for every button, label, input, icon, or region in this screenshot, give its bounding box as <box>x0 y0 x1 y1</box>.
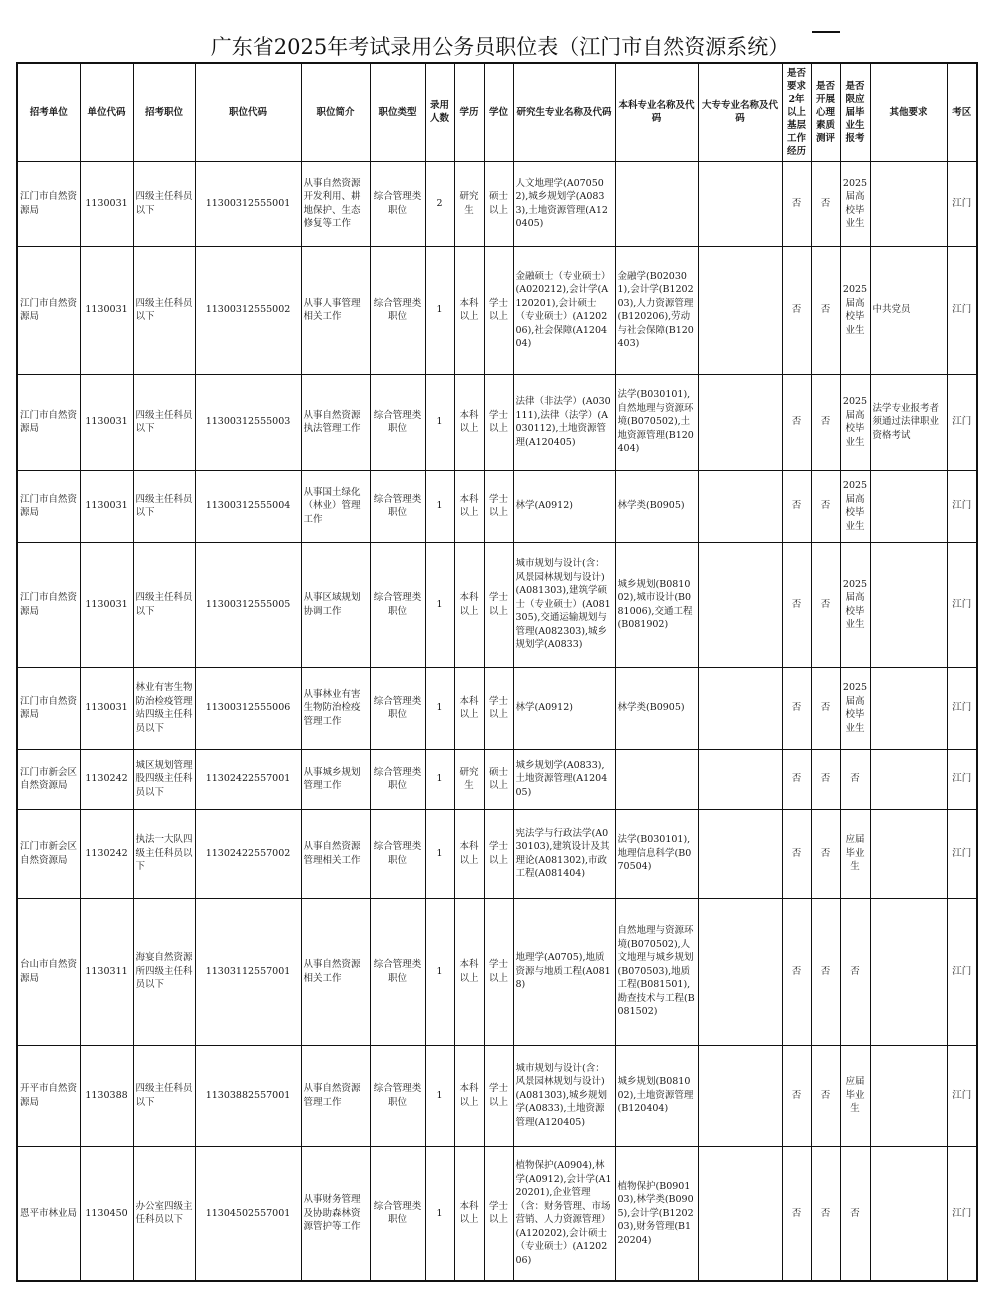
table-row <box>17 898 977 1045</box>
description-cell: 从事林业有害生物防治检疫管理工作 <box>301 667 370 749</box>
type-cell: 综合管理类职位 <box>370 1146 425 1281</box>
exam-area-cell: 江门 <box>947 542 977 667</box>
psych-test-cell: 否 <box>811 374 840 470</box>
type-cell: 综合管理类职位 <box>370 1045 425 1146</box>
header-cell: 研究生专业名称及代码 <box>513 63 615 161</box>
bachelor-major-cell: 法学(B030101),地理信息科学(B070504) <box>615 809 698 898</box>
count-cell: 1 <box>425 1045 454 1146</box>
grassroots-cell: 否 <box>782 246 811 374</box>
description-cell: 从事城乡规划管理工作 <box>301 749 370 809</box>
count-cell: 1 <box>425 749 454 809</box>
fresh-grad-cell: 2025届高校毕业生 <box>840 667 870 749</box>
position-code-cell: 11304502557001 <box>195 1146 301 1281</box>
position-cell: 海宴自然资源所四级主任科员以下 <box>133 898 195 1045</box>
count-cell: 1 <box>425 246 454 374</box>
fresh-grad-cell: 应届毕业生 <box>840 809 870 898</box>
table-row <box>17 470 977 542</box>
other-requirements-cell: 法学专业报考者须通过法律职业资格考试 <box>870 374 947 470</box>
position-cell: 四级主任科员以下 <box>133 470 195 542</box>
grad-major-cell: 林学(A0912) <box>513 470 615 542</box>
other-requirements-cell <box>870 542 947 667</box>
grassroots-cell: 否 <box>782 898 811 1045</box>
grad-major-cell: 城乡规划学(A0833),土地资源管理(A120405) <box>513 749 615 809</box>
bachelor-major-cell <box>615 749 698 809</box>
exam-area-cell: 江门 <box>947 809 977 898</box>
fresh-grad-cell: 否 <box>840 749 870 809</box>
education-cell: 研究生 <box>454 161 484 246</box>
fresh-grad-cell: 应届毕业生 <box>840 1045 870 1146</box>
header-cell: 招考职位 <box>133 63 195 161</box>
college-major-cell <box>698 374 782 470</box>
type-cell: 综合管理类职位 <box>370 667 425 749</box>
degree-cell: 硕士以上 <box>484 749 513 809</box>
description-cell: 从事自然资源开发利用、耕地保护、生态修复等工作 <box>301 161 370 246</box>
bachelor-major-cell: 金融学(B020301),会计学(B120203),人力资源管理(B120206),劳动与社会保障(B120403) <box>615 246 698 374</box>
type-cell: 综合管理类职位 <box>370 374 425 470</box>
unit-code-cell: 1130031 <box>80 470 133 542</box>
education-cell: 研究生 <box>454 749 484 809</box>
degree-cell: 学士以上 <box>484 898 513 1045</box>
count-cell: 1 <box>425 374 454 470</box>
unit-code-cell: 1130311 <box>80 898 133 1045</box>
count-cell: 1 <box>425 809 454 898</box>
grassroots-cell: 否 <box>782 470 811 542</box>
grad-major-cell: 宪法学与行政法学(A030103),建筑设计及其理论(A081302),市政工程(A081404) <box>513 809 615 898</box>
type-cell: 综合管理类职位 <box>370 470 425 542</box>
fresh-grad-cell: 2025届高校毕业生 <box>840 374 870 470</box>
type-cell: 综合管理类职位 <box>370 898 425 1045</box>
unit-cell: 江门市新会区自然资源局 <box>17 809 80 898</box>
exam-area-cell: 江门 <box>947 1146 977 1281</box>
grassroots-cell: 否 <box>782 667 811 749</box>
education-cell: 本科以上 <box>454 542 484 667</box>
header-cell: 学位 <box>484 63 513 161</box>
other-requirements-cell <box>870 1146 947 1281</box>
table-row <box>17 667 977 749</box>
education-cell: 本科以上 <box>454 1045 484 1146</box>
bachelor-major-cell: 城乡规划(B081002),土地资源管理(B120404) <box>615 1045 698 1146</box>
grad-major-cell: 植物保护(A0904),林学(A0912),会计学(A120201),企业管理（含：财务管理、市场营销、人力资源管理）(A120202),会计硕士（专业硕士）(A120206) <box>513 1146 615 1281</box>
table-row <box>17 749 977 809</box>
unit-code-cell: 1130031 <box>80 542 133 667</box>
bachelor-major-cell <box>615 161 698 246</box>
header-cell: 是否要求2年以上基层工作经历 <box>782 63 811 161</box>
degree-cell: 学士以上 <box>484 246 513 374</box>
exam-area-cell: 江门 <box>947 470 977 542</box>
count-cell: 1 <box>425 898 454 1045</box>
college-major-cell <box>698 161 782 246</box>
education-cell: 本科以上 <box>454 809 484 898</box>
description-cell: 从事自然资源管理工作 <box>301 1045 370 1146</box>
other-requirements-cell <box>870 898 947 1045</box>
type-cell: 综合管理类职位 <box>370 809 425 898</box>
unit-code-cell: 1130031 <box>80 667 133 749</box>
exam-area-cell: 江门 <box>947 898 977 1045</box>
header-cell: 考区 <box>947 63 977 161</box>
psych-test-cell: 否 <box>811 898 840 1045</box>
position-cell: 城区规划管理股四级主任科员以下 <box>133 749 195 809</box>
count-cell: 1 <box>425 470 454 542</box>
grassroots-cell: 否 <box>782 374 811 470</box>
header-cell: 录用人数 <box>425 63 454 161</box>
table-row <box>17 1146 977 1281</box>
grad-major-cell: 城市规划与设计(含：风景园林规划与设计)(A081303),城乡规划学(A0833),土地资源管理(A120405) <box>513 1045 615 1146</box>
header-cell: 本科专业名称及代码 <box>615 63 698 161</box>
college-major-cell <box>698 1045 782 1146</box>
other-requirements-cell <box>870 749 947 809</box>
unit-code-cell: 1130031 <box>80 374 133 470</box>
count-cell: 1 <box>425 1146 454 1281</box>
unit-cell: 江门市自然资源局 <box>17 246 80 374</box>
college-major-cell <box>698 749 782 809</box>
college-major-cell <box>698 1146 782 1281</box>
position-code-cell: 11302422557002 <box>195 809 301 898</box>
exam-area-cell: 江门 <box>947 246 977 374</box>
header-cell: 其他要求 <box>870 63 947 161</box>
table-row <box>17 374 977 470</box>
unit-code-cell: 1130031 <box>80 246 133 374</box>
position-cell: 四级主任科员以下 <box>133 1045 195 1146</box>
psych-test-cell: 否 <box>811 542 840 667</box>
psych-test-cell: 否 <box>811 667 840 749</box>
header-cell: 职位代码 <box>195 63 301 161</box>
table-row <box>17 161 977 246</box>
grassroots-cell: 否 <box>782 809 811 898</box>
type-cell: 综合管理类职位 <box>370 542 425 667</box>
unit-code-cell: 1130242 <box>80 749 133 809</box>
unit-cell: 江门市自然资源局 <box>17 667 80 749</box>
fresh-grad-cell: 否 <box>840 1146 870 1281</box>
education-cell: 本科以上 <box>454 898 484 1045</box>
exam-area-cell: 江门 <box>947 749 977 809</box>
psych-test-cell: 否 <box>811 246 840 374</box>
degree-cell: 学士以上 <box>484 1045 513 1146</box>
header-cell: 职位简介 <box>301 63 370 161</box>
count-cell: 1 <box>425 667 454 749</box>
position-code-cell: 11300312555005 <box>195 542 301 667</box>
education-cell: 本科以上 <box>454 246 484 374</box>
position-code-cell: 11300312555002 <box>195 246 301 374</box>
description-cell: 从事自然资源相关工作 <box>301 898 370 1045</box>
position-code-cell: 11303112557001 <box>195 898 301 1045</box>
other-requirements-cell <box>870 470 947 542</box>
description-cell: 从事区域规划协调工作 <box>301 542 370 667</box>
table-row <box>17 246 977 374</box>
other-requirements-cell <box>870 1045 947 1146</box>
bachelor-major-cell: 自然地理与资源环境(B070502),人文地理与城乡规划(B070503),地质工程(B081501),勘查技术与工程(B081502) <box>615 898 698 1045</box>
unit-cell: 江门市新会区自然资源局 <box>17 749 80 809</box>
grassroots-cell: 否 <box>782 1045 811 1146</box>
position-cell: 林业有害生物防治检疫管理站四级主任科员以下 <box>133 667 195 749</box>
exam-area-cell: 江门 <box>947 374 977 470</box>
header-cell: 是否限应届毕业生报考 <box>840 63 870 161</box>
unit-cell: 开平市自然资源局 <box>17 1045 80 1146</box>
unit-code-cell: 1130242 <box>80 809 133 898</box>
exam-area-cell: 江门 <box>947 667 977 749</box>
description-cell: 从事财务管理及协助森林资源管护等工作 <box>301 1146 370 1281</box>
degree-cell: 学士以上 <box>484 470 513 542</box>
grad-major-cell: 地理学(A0705),地质资源与地质工程(A0818) <box>513 898 615 1045</box>
header-cell: 大专专业名称及代码 <box>698 63 782 161</box>
grassroots-cell: 否 <box>782 1146 811 1281</box>
grad-major-cell: 法律（非法学）(A030111),法律（法学）(A030112),土地资源管理(A120405) <box>513 374 615 470</box>
bachelor-major-cell: 城乡规划(B081002),城市设计(B081006),交通工程(B081902) <box>615 542 698 667</box>
degree-cell: 学士以上 <box>484 809 513 898</box>
table-row <box>17 809 977 898</box>
degree-cell: 硕士以上 <box>484 161 513 246</box>
page-title: 广东省2025年考试录用公务员职位表（江门市自然资源系统） <box>210 35 790 59</box>
bachelor-major-cell: 植物保护(B090103),林学类(B0905),会计学(B120203),财务管理(B120204) <box>615 1146 698 1281</box>
grassroots-cell: 否 <box>782 542 811 667</box>
unit-cell: 台山市自然资源局 <box>17 898 80 1045</box>
type-cell: 综合管理类职位 <box>370 161 425 246</box>
grassroots-cell: 否 <box>782 749 811 809</box>
position-cell: 四级主任科员以下 <box>133 246 195 374</box>
grad-major-cell: 金融硕士（专业硕士）(A020212),会计学(A120201),会计硕士（专业硕士）(A120206),社会保障(A120404) <box>513 246 615 374</box>
position-cell: 四级主任科员以下 <box>133 374 195 470</box>
position-cell: 四级主任科员以下 <box>133 161 195 246</box>
type-cell: 综合管理类职位 <box>370 246 425 374</box>
unit-code-cell: 1130031 <box>80 161 133 246</box>
unit-cell: 恩平市林业局 <box>17 1146 80 1281</box>
grassroots-cell: 否 <box>782 161 811 246</box>
fresh-grad-cell: 否 <box>840 898 870 1045</box>
other-requirements-cell <box>870 809 947 898</box>
college-major-cell <box>698 246 782 374</box>
table-row <box>17 542 977 667</box>
exam-area-cell: 江门 <box>947 1045 977 1146</box>
position-code-cell: 11300312555004 <box>195 470 301 542</box>
fresh-grad-cell: 2025届高校毕业生 <box>840 161 870 246</box>
description-cell: 从事自然资源管理相关工作 <box>301 809 370 898</box>
fresh-grad-cell: 2025届高校毕业生 <box>840 470 870 542</box>
header-cell: 职位类型 <box>370 63 425 161</box>
header-row <box>17 63 977 161</box>
college-major-cell <box>698 667 782 749</box>
grad-major-cell: 人文地理学(A070502),城乡规划学(A0833),土地资源管理(A120405) <box>513 161 615 246</box>
degree-cell: 学士以上 <box>484 542 513 667</box>
position-cell: 四级主任科员以下 <box>133 542 195 667</box>
unit-cell: 江门市自然资源局 <box>17 542 80 667</box>
college-major-cell <box>698 470 782 542</box>
position-code-cell: 11300312555001 <box>195 161 301 246</box>
unit-cell: 江门市自然资源局 <box>17 161 80 246</box>
position-cell: 执法一大队四级主任科员以下 <box>133 809 195 898</box>
psych-test-cell: 否 <box>811 470 840 542</box>
count-cell: 1 <box>425 542 454 667</box>
unit-code-cell: 1130450 <box>80 1146 133 1281</box>
position-code-cell: 11300312555006 <box>195 667 301 749</box>
psych-test-cell: 否 <box>811 749 840 809</box>
corner-dash-mark <box>812 31 840 33</box>
header-cell: 招考单位 <box>17 63 80 161</box>
psych-test-cell: 否 <box>811 161 840 246</box>
degree-cell: 学士以上 <box>484 374 513 470</box>
unit-cell: 江门市自然资源局 <box>17 470 80 542</box>
college-major-cell <box>698 898 782 1045</box>
exam-area-cell: 江门 <box>947 161 977 246</box>
college-major-cell <box>698 542 782 667</box>
education-cell: 本科以上 <box>454 470 484 542</box>
bachelor-major-cell: 林学类(B0905) <box>615 470 698 542</box>
college-major-cell <box>698 809 782 898</box>
position-cell: 办公室四级主任科员以下 <box>133 1146 195 1281</box>
table-row <box>17 1045 977 1146</box>
psych-test-cell: 否 <box>811 809 840 898</box>
degree-cell: 学士以上 <box>484 1146 513 1281</box>
description-cell: 从事自然资源执法管理工作 <box>301 374 370 470</box>
header-cell: 是否开展心理素质测评 <box>811 63 840 161</box>
count-cell: 2 <box>425 161 454 246</box>
psych-test-cell: 否 <box>811 1045 840 1146</box>
bachelor-major-cell: 法学(B030101),自然地理与资源环境(B070502),土地资源管理(B120404) <box>615 374 698 470</box>
grad-major-cell: 城市规划与设计(含：风景园林规划与设计)(A081303),建筑学硕士（专业硕士）(A081305),交通运输规划与管理(A082303),城乡规划学(A0833) <box>513 542 615 667</box>
psych-test-cell: 否 <box>811 1146 840 1281</box>
fresh-grad-cell: 2025届高校毕业生 <box>840 246 870 374</box>
other-requirements-cell: 中共党员 <box>870 246 947 374</box>
position-table <box>16 62 978 1282</box>
education-cell: 本科以上 <box>454 1146 484 1281</box>
unit-code-cell: 1130388 <box>80 1045 133 1146</box>
description-cell: 从事国土绿化（林业）管理工作 <box>301 470 370 542</box>
position-code-cell: 11303882557001 <box>195 1045 301 1146</box>
other-requirements-cell <box>870 667 947 749</box>
header-cell: 单位代码 <box>80 63 133 161</box>
header-cell: 学历 <box>454 63 484 161</box>
grad-major-cell: 林学(A0912) <box>513 667 615 749</box>
position-code-cell: 11300312555003 <box>195 374 301 470</box>
bachelor-major-cell: 林学类(B0905) <box>615 667 698 749</box>
description-cell: 从事人事管理相关工作 <box>301 246 370 374</box>
fresh-grad-cell: 2025届高校毕业生 <box>840 542 870 667</box>
other-requirements-cell <box>870 161 947 246</box>
education-cell: 本科以上 <box>454 374 484 470</box>
type-cell: 综合管理类职位 <box>370 749 425 809</box>
unit-cell: 江门市自然资源局 <box>17 374 80 470</box>
degree-cell: 学士以上 <box>484 667 513 749</box>
position-code-cell: 11302422557001 <box>195 749 301 809</box>
education-cell: 本科以上 <box>454 667 484 749</box>
